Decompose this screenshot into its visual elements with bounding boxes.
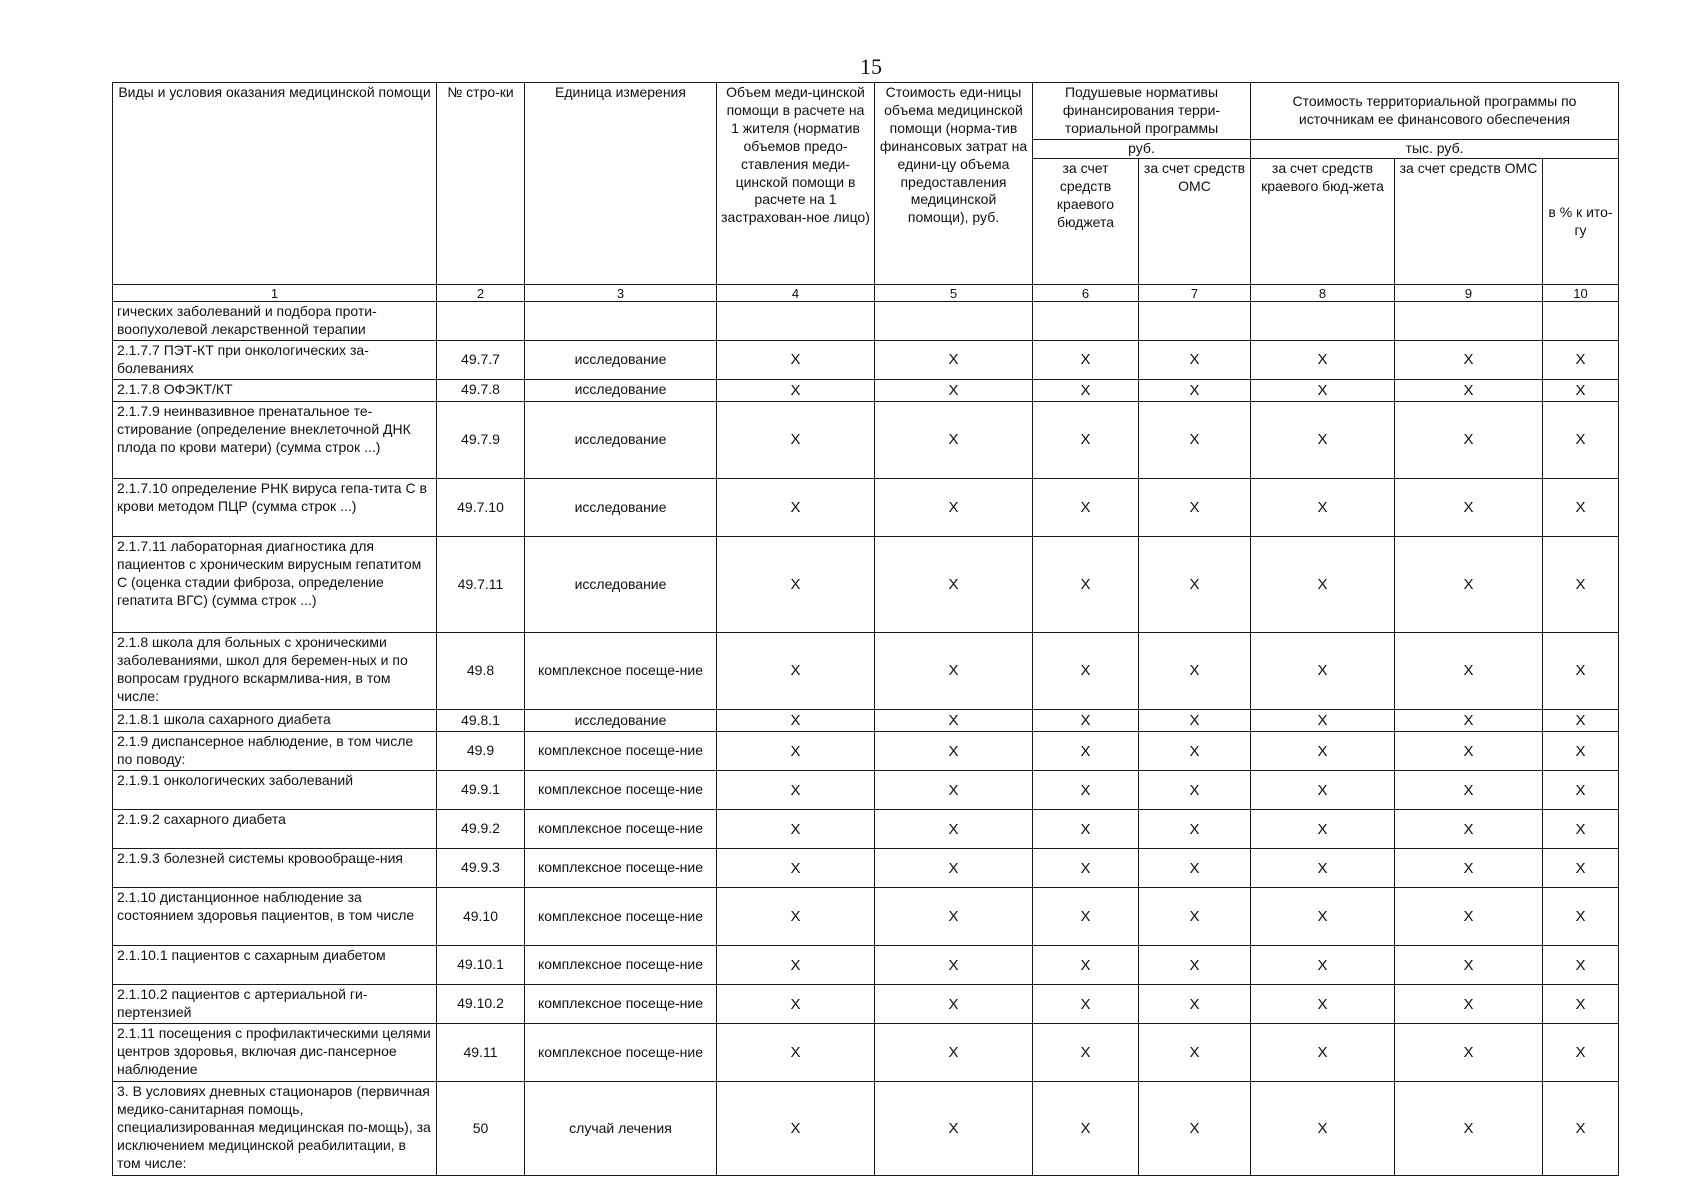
row-value: X	[875, 479, 1033, 537]
row-line: 50	[437, 1082, 525, 1176]
row-value: X	[1543, 732, 1619, 771]
row-value: X	[717, 710, 875, 732]
row-value: X	[1033, 537, 1139, 633]
row-value: X	[1139, 1024, 1251, 1082]
row-value: X	[1543, 1024, 1619, 1082]
row-value: X	[717, 402, 875, 479]
header-unit: Единица измерения	[525, 83, 717, 285]
row-value: X	[717, 379, 875, 401]
financing-table	[112, 82, 1619, 1176]
row-value: X	[717, 633, 875, 710]
row-value: X	[1543, 402, 1619, 479]
row-value: X	[1139, 537, 1251, 633]
row-line: 49.8.1	[437, 710, 525, 732]
row-value: X	[1543, 710, 1619, 732]
row-value: X	[1395, 810, 1543, 849]
row-value: X	[1543, 537, 1619, 633]
row-value: X	[1033, 479, 1139, 537]
row-unit	[525, 302, 717, 341]
row-value: X	[1033, 340, 1139, 379]
row-value: X	[1543, 1082, 1619, 1176]
row-value: X	[717, 732, 875, 771]
row-name: 2.1.9 диспансерное наблюдение, в том числе по поводу:	[113, 732, 437, 771]
table-row	[113, 633, 1619, 710]
row-name: 2.1.11 посещения с профилактическими целями центров здоровья, включая дис-пансерное наблюдение	[113, 1024, 437, 1082]
table-row	[113, 810, 1619, 849]
row-value: X	[1139, 732, 1251, 771]
row-unit: комплексное посеще-ние	[525, 633, 717, 710]
row-value: X	[875, 810, 1033, 849]
row-line: 49.7.8	[437, 379, 525, 401]
page-number: 15	[860, 54, 882, 79]
row-unit: исследование	[525, 379, 717, 401]
header-volume: Объем меди-цинской помощи в расчете на 1 жителя (норматив объемов предо-ставления меди-цинской помощи в расчете на 1 застрахован-ное лицо)	[717, 83, 875, 285]
row-unit: комплексное посеще-ние	[525, 888, 717, 946]
row-name: 2.1.10 дистанционное наблюдение за состоянием здоровья пациентов, в том числе	[113, 888, 437, 946]
row-value: X	[1033, 771, 1139, 810]
header-regional-budget: за счет средств краевого бюджета	[1033, 159, 1139, 285]
row-line: 49.8	[437, 633, 525, 710]
row-line: 49.10.2	[437, 985, 525, 1024]
row-value: X	[1139, 810, 1251, 849]
row-value: X	[1033, 710, 1139, 732]
table-row	[113, 710, 1619, 732]
header-line-number: № стро-ки	[437, 83, 525, 285]
row-value: X	[1395, 888, 1543, 946]
header-unit-cost: Стоимость еди-ницы объема медицинской помощи (норма-тив финансовых затрат на едини-цу объема предоставления медицинской помощи), руб.	[875, 83, 1033, 285]
row-value: X	[1033, 402, 1139, 479]
row-name: 2.1.9.1 онкологических заболеваний	[113, 771, 437, 810]
table-row	[113, 340, 1619, 379]
row-name: 2.1.7.11 лабораторная диагностика для пациентов с хроническим вирусным гепатитом С (оценка стадии фиброза, определение гепатита ВГС) (сумма строк ...)	[113, 537, 437, 633]
row-value: X	[875, 1024, 1033, 1082]
row-value: X	[717, 1024, 875, 1082]
row-value: X	[1395, 1024, 1543, 1082]
row-value: X	[1251, 985, 1395, 1024]
row-name: 2.1.7.7 ПЭТ-КТ при онкологических за-болеваниях	[113, 340, 437, 379]
row-value: X	[717, 1082, 875, 1176]
row-name: 2.1.7.10 определение РНК вируса гепа-тита С в крови методом ПЦР (сумма строк ...)	[113, 479, 437, 537]
row-unit: комплексное посеще-ние	[525, 732, 717, 771]
row-value: X	[1033, 946, 1139, 985]
row-value: X	[1139, 710, 1251, 732]
column-number-row	[113, 285, 1619, 302]
row-value: X	[1251, 340, 1395, 379]
row-value: X	[1395, 710, 1543, 732]
row-value: X	[1251, 946, 1395, 985]
column-number: 1	[113, 285, 437, 302]
column-number: 8	[1251, 285, 1395, 302]
row-value: X	[875, 633, 1033, 710]
row-value: X	[1139, 771, 1251, 810]
row-value: X	[875, 771, 1033, 810]
column-number: 9	[1395, 285, 1543, 302]
row-value: X	[717, 985, 875, 1024]
row-value: X	[717, 888, 875, 946]
row-value: X	[1543, 888, 1619, 946]
row-value: X	[1543, 946, 1619, 985]
table-row	[113, 1024, 1619, 1082]
row-value: X	[1033, 849, 1139, 888]
row-value: X	[1251, 810, 1395, 849]
row-value: X	[717, 479, 875, 537]
row-line: 49.9.3	[437, 849, 525, 888]
row-value: X	[1033, 1082, 1139, 1176]
row-value: X	[1251, 1024, 1395, 1082]
row-value: X	[875, 732, 1033, 771]
row-value: X	[1543, 340, 1619, 379]
row-value: X	[1395, 340, 1543, 379]
row-value: X	[1139, 340, 1251, 379]
table-row	[113, 732, 1619, 771]
row-value: X	[875, 946, 1033, 985]
row-value: X	[1251, 732, 1395, 771]
row-unit: исследование	[525, 479, 717, 537]
table-row	[113, 302, 1619, 341]
row-name: 2.1.9.3 болезней системы кровообраще-ния	[113, 849, 437, 888]
row-name: 2.1.7.9 неинвазивное пренатальное те-стирование (определение внеклеточной ДНК плода по крови матери) (сумма строк ...)	[113, 402, 437, 479]
column-number: 5	[875, 285, 1033, 302]
row-value: X	[1395, 771, 1543, 810]
column-number: 6	[1033, 285, 1139, 302]
row-name: 2.1.10.1 пациентов с сахарным диабетом	[113, 946, 437, 985]
header-program-cost: Стоимость территориальной программы по источникам ее финансового обеспечения	[1251, 83, 1619, 140]
row-value: X	[717, 849, 875, 888]
row-unit: исследование	[525, 710, 717, 732]
row-unit: исследование	[525, 340, 717, 379]
row-value: X	[1033, 379, 1139, 401]
header-oms: за счет средств ОМС	[1139, 159, 1251, 285]
row-value: X	[1139, 633, 1251, 710]
header-per-capita: Подушевые нормативы финансирования терри-ториальной программы	[1033, 83, 1251, 140]
row-value: X	[1251, 402, 1395, 479]
row-name: 2.1.8 школа для больных с хроническими заболеваниями, школ для беремен-ных и по вопросам грудного вскармлива-ния, в том числе:	[113, 633, 437, 710]
row-value: X	[1543, 479, 1619, 537]
row-value: X	[1033, 1024, 1139, 1082]
row-value: X	[875, 710, 1033, 732]
row-value: X	[1139, 946, 1251, 985]
row-value: X	[717, 340, 875, 379]
row-value: X	[1395, 633, 1543, 710]
row-value: X	[1395, 1082, 1543, 1176]
row-value: X	[1033, 888, 1139, 946]
row-unit: комплексное посеще-ние	[525, 946, 717, 985]
row-value: X	[875, 379, 1033, 401]
table-row	[113, 402, 1619, 479]
row-value: X	[1395, 537, 1543, 633]
header-oms-cost: за счет средств ОМС	[1395, 159, 1543, 285]
row-name: 2.1.7.8 ОФЭКТ/КТ	[113, 379, 437, 401]
row-unit: комплексное посеще-ние	[525, 849, 717, 888]
row-value: X	[1543, 379, 1619, 401]
row-name: 2.1.9.2 сахарного диабета	[113, 810, 437, 849]
row-value: X	[717, 946, 875, 985]
row-unit: комплексное посеще-ние	[525, 771, 717, 810]
row-line: 49.10.1	[437, 946, 525, 985]
row-name: 3. В условиях дневных стационаров (первичная медико-санитарная помощь, специализированная медицинская по-мощь), за исключением медицинской реабилитации, в том числе:	[113, 1082, 437, 1176]
row-value: X	[1251, 1082, 1395, 1176]
row-line: 49.9.1	[437, 771, 525, 810]
row-value: X	[1251, 710, 1395, 732]
table-row	[113, 771, 1619, 810]
row-line: 49.11	[437, 1024, 525, 1082]
row-value: X	[1543, 771, 1619, 810]
row-value: X	[875, 340, 1033, 379]
row-value: X	[1251, 888, 1395, 946]
table-row	[113, 888, 1619, 946]
row-name: 2.1.8.1 школа сахарного диабета	[113, 710, 437, 732]
row-value: X	[1139, 402, 1251, 479]
row-value: X	[875, 402, 1033, 479]
row-value: X	[1395, 985, 1543, 1024]
row-line: 49.7.11	[437, 537, 525, 633]
row-line: 49.9.2	[437, 810, 525, 849]
row-line	[437, 302, 525, 341]
row-value: X	[1543, 985, 1619, 1024]
row-value: X	[717, 771, 875, 810]
row-unit: исследование	[525, 402, 717, 479]
row-value: X	[1543, 633, 1619, 710]
table-row	[113, 946, 1619, 985]
row-value: X	[1139, 888, 1251, 946]
header-care-type: Виды и условия оказания медицинской помощи	[113, 83, 437, 285]
row-line: 49.7.7	[437, 340, 525, 379]
row-value: X	[1139, 479, 1251, 537]
row-unit: исследование	[525, 537, 717, 633]
row-value: X	[1139, 849, 1251, 888]
row-value: X	[1395, 479, 1543, 537]
table-row	[113, 985, 1619, 1024]
row-value: X	[1395, 849, 1543, 888]
column-number: 3	[525, 285, 717, 302]
row-value: X	[1251, 849, 1395, 888]
header-regional-budget-cost: за счет средств краевого бюд-жета	[1251, 159, 1395, 285]
row-value: X	[1395, 379, 1543, 401]
row-name: 2.1.10.2 пациентов с артериальной ги-пертензией	[113, 985, 437, 1024]
header-unit-thousand-rub: тыс. руб.	[1251, 140, 1619, 159]
row-value: X	[717, 810, 875, 849]
row-value: X	[1251, 479, 1395, 537]
row-unit: комплексное посеще-ние	[525, 810, 717, 849]
table-row	[113, 479, 1619, 537]
row-value: X	[1139, 985, 1251, 1024]
row-value: X	[875, 537, 1033, 633]
column-number: 7	[1139, 285, 1251, 302]
header-unit-rub: руб.	[1033, 140, 1251, 159]
row-value: X	[717, 537, 875, 633]
row-value: X	[1543, 849, 1619, 888]
header-percent-total: в % к ито-гу	[1543, 159, 1619, 285]
row-value: X	[1033, 732, 1139, 771]
table-row	[113, 849, 1619, 888]
row-value: X	[875, 985, 1033, 1024]
row-value: X	[1395, 732, 1543, 771]
row-value: X	[1395, 946, 1543, 985]
row-unit: случай лечения	[525, 1082, 717, 1176]
row-value: X	[1251, 379, 1395, 401]
table-row	[113, 379, 1619, 401]
row-value: X	[1033, 985, 1139, 1024]
row-value: X	[1139, 379, 1251, 401]
row-value: X	[1139, 1082, 1251, 1176]
row-value: X	[1395, 402, 1543, 479]
row-line: 49.9	[437, 732, 525, 771]
row-value: X	[875, 1082, 1033, 1176]
column-number: 10	[1543, 285, 1619, 302]
row-line: 49.7.9	[437, 402, 525, 479]
row-value: X	[1251, 633, 1395, 710]
row-value: X	[1033, 633, 1139, 710]
row-value: X	[1033, 810, 1139, 849]
column-number: 4	[717, 285, 875, 302]
row-unit: комплексное посеще-ние	[525, 1024, 717, 1082]
row-value: X	[1251, 537, 1395, 633]
row-unit: комплексное посеще-ние	[525, 985, 717, 1024]
row-value: X	[1543, 810, 1619, 849]
row-value: X	[875, 849, 1033, 888]
row-name: гических заболеваний и подбора проти-воопухолевой лекарственной терапии	[113, 302, 437, 341]
row-line: 49.7.10	[437, 479, 525, 537]
table-row	[113, 537, 1619, 633]
column-number: 2	[437, 285, 525, 302]
row-line: 49.10	[437, 888, 525, 946]
row-value: X	[1251, 771, 1395, 810]
row-value: X	[875, 888, 1033, 946]
table-row	[113, 1082, 1619, 1176]
